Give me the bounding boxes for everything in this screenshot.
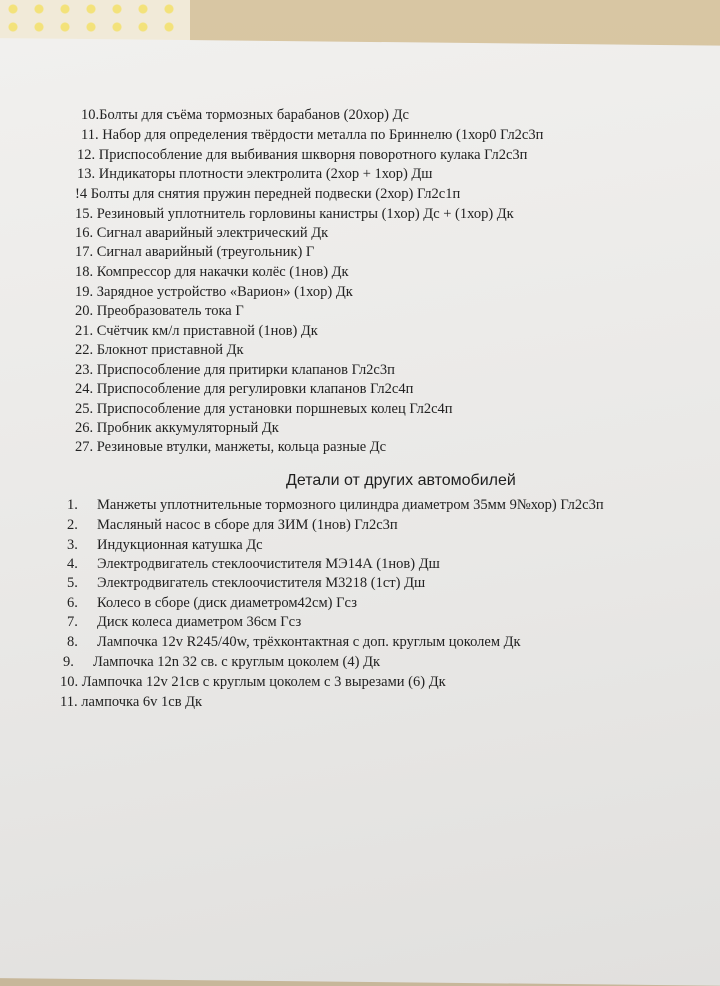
list-item: [67, 613, 301, 631]
item-number: 4.: [67, 556, 78, 572]
list-item: 11. Набор для определения твёрдости металла по Бриннелю (1хор0 Гл2с3п: [81, 127, 544, 143]
item-number: 7.: [67, 614, 78, 630]
item-number: 6.: [67, 595, 78, 611]
list-item: [67, 574, 425, 592]
list-item: 20. Преобразователь тока Г: [75, 303, 244, 319]
item-number: 1.: [67, 497, 78, 513]
list-item: 19. Зарядное устройство «Варион» (1хор) Дк: [75, 284, 353, 300]
list-item: 17. Сигнал аварийный (треугольник) Г: [75, 244, 315, 260]
list-item: 10.Болты для съёма тормозных барабанов (20хор) Дс: [81, 107, 409, 123]
list-item: 13. Индикаторы плотности электролита (2хор + 1хор) Дш: [77, 166, 433, 182]
list-item: [67, 496, 604, 514]
list-item: 26. Пробник аккумуляторный Дк: [75, 420, 279, 436]
item-text: Электродвигатель стеклоочистителя МЭ14А (1нов) Дш: [97, 556, 440, 572]
item-number: 2.: [67, 517, 78, 533]
list-item: 23. Приспособление для притирки клапанов Гл2с3п: [75, 362, 395, 378]
list-item: [60, 693, 202, 711]
list-item: 18. Компрессор для накачки колёс (1нов) Дк: [75, 264, 349, 280]
list-item: 15. Резиновый уплотнитель горловины канистры (1хор) Дс + (1хор) Дк: [75, 206, 514, 222]
item-number: 5.: [67, 575, 78, 591]
list-item: [67, 516, 398, 534]
list-item: [67, 594, 357, 612]
list-item: 12. Приспособление для выбивания шкворня поворотного кулака Гл2с3п: [77, 147, 528, 163]
list-item: [60, 673, 446, 691]
section-heading: Детали от других автомобилей: [286, 472, 516, 489]
list-item: 27. Резиновые втулки, манжеты, кольца разные Дс: [75, 439, 387, 455]
item-text: Электродвигатель стеклоочистителя М3218 (1ст) Дш: [97, 575, 426, 591]
item-number: 10.: [60, 674, 79, 690]
list-item: 21. Счётчик км/л приставной (1нов) Дк: [75, 323, 318, 339]
list-item: 16. Сигнал аварийный электрический Дк: [75, 225, 329, 241]
item-text: Индукционная катушка Дс: [97, 537, 263, 553]
item-text: Лампочка 12v R245/40w, трёхконтактная с доп. круглым цоколем Дк: [97, 634, 521, 650]
item-text: Манжеты уплотнительные тормозного цилиндра диаметром 35мм 9№хор) Гл2с3п: [97, 497, 604, 513]
item-text: лампочка 6v 1св Дк: [81, 694, 203, 710]
item-number: 3.: [67, 537, 78, 553]
item-text: Масляный насос в сборе для ЗИМ (1нов) Гл2с3п: [97, 517, 398, 533]
list-item: 24. Приспособление для регулировки клапанов Гл2с4п: [75, 381, 414, 397]
item-text: Диск колеса диаметром 36см Гсз: [97, 614, 302, 630]
list-item: [63, 653, 380, 671]
item-text: Колесо в сборе (диск диаметром42см) Гсз: [97, 595, 358, 611]
item-text: Лампочка 12v 21св с круглым цоколем с 3 вырезами (6) Дк: [81, 674, 446, 690]
list-item: !4 Болты для снятия пружин передней подвески (2хор) Гл2с1п: [75, 186, 461, 202]
item-number: 8.: [67, 634, 78, 650]
list-item: 22. Блокнот приставной Дк: [75, 342, 244, 358]
list-item: [67, 633, 521, 651]
item-number: 11.: [60, 694, 78, 710]
list-item: 25. Приспособление для установки поршневых колец Гл2с4п: [75, 401, 453, 417]
list-item: [67, 536, 263, 554]
list-item: [67, 555, 440, 573]
item-text: Лампочка 12n 32 св. с круглым цоколем (4) Дк: [93, 654, 381, 670]
item-number: 9.: [63, 654, 74, 670]
